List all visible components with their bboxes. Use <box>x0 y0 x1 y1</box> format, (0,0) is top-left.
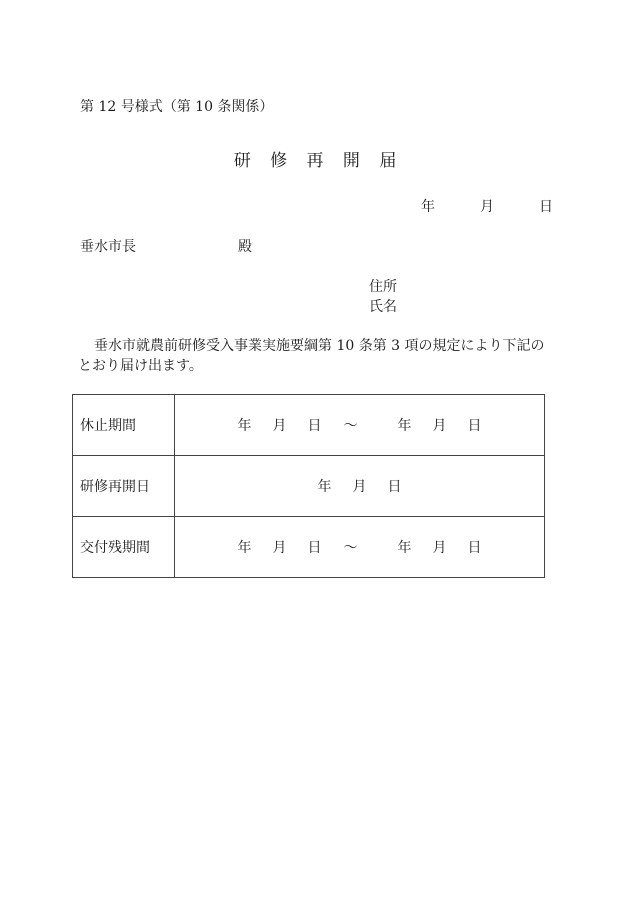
address-label: 住所 <box>369 279 397 295</box>
body-line: とおり届け出ます。 <box>78 358 203 374</box>
row-label: 休止期間 <box>73 395 175 456</box>
tilde-mark: 〜 <box>343 418 358 434</box>
row-label: 研修再開日 <box>73 456 175 517</box>
day-label: 日 <box>387 479 402 495</box>
day-label: 日 <box>307 418 322 434</box>
day-label: 日 <box>467 540 482 556</box>
body-paragraph <box>80 336 556 376</box>
year-label: 年 <box>237 540 252 556</box>
body-line: 垂水市就農前研修受入事業実施要綱第 10 条第 3 項の規定により下記の <box>94 338 545 354</box>
day-label: 日 <box>467 418 482 434</box>
title-char: 修 <box>270 151 288 171</box>
day-label: 日 <box>307 540 322 556</box>
month-label: 月 <box>352 479 367 495</box>
date-year-label: 年 <box>421 199 435 215</box>
addressee-name: 垂水市長 <box>80 239 136 255</box>
table-row <box>73 456 545 517</box>
period-value <box>175 517 545 578</box>
month-label: 月 <box>432 540 447 556</box>
form-number: 第 12 号様式（第 10 条関係） <box>80 99 274 115</box>
month-label: 月 <box>272 540 287 556</box>
title-char: 開 <box>342 151 360 171</box>
year-label: 年 <box>397 418 412 434</box>
title-char: 届 <box>379 151 397 171</box>
date-month-label: 月 <box>480 199 494 215</box>
year-label: 年 <box>397 540 412 556</box>
table-row <box>73 395 545 456</box>
title-char: 研 <box>233 151 251 171</box>
title-char: 再 <box>306 151 324 171</box>
month-label: 月 <box>432 418 447 434</box>
month-label: 月 <box>272 418 287 434</box>
document-title <box>0 146 630 171</box>
row-label: 交付残期間 <box>73 517 175 578</box>
addressee-honorific: 殿 <box>238 239 252 255</box>
name-label: 氏名 <box>369 299 397 315</box>
year-label: 年 <box>317 479 332 495</box>
tilde-mark: 〜 <box>343 540 358 556</box>
year-label: 年 <box>237 418 252 434</box>
date-day-label: 日 <box>539 199 553 215</box>
table-row <box>73 517 545 578</box>
date-value <box>175 456 545 517</box>
info-table <box>72 394 545 578</box>
period-value <box>175 395 545 456</box>
